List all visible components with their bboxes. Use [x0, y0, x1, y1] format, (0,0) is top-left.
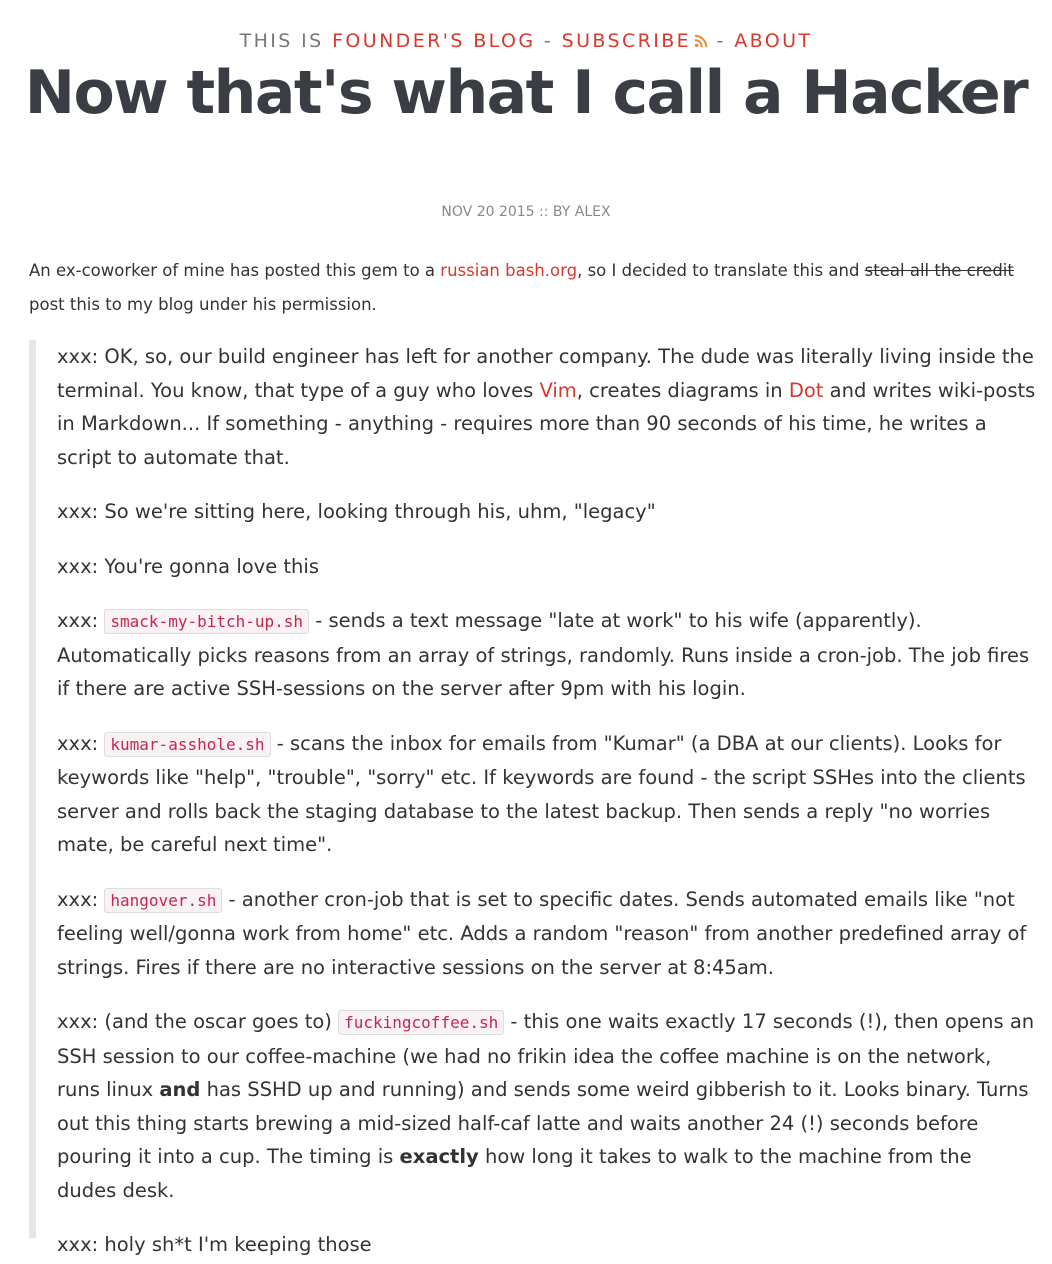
- nav-about-link[interactable]: ABOUT: [734, 30, 813, 52]
- strikethrough-text: steal all the credit: [864, 261, 1014, 280]
- nav-subscribe-label: SUBSCRIBE: [561, 30, 692, 52]
- intro-text: post this to my blog under his permission.: [29, 295, 377, 314]
- quote-text: - sends a text message "late at work" to his wife (apparently). Automatically picks reasons from an array of strings, randomly. Runs inside a cron-job. The job fires if there are active SSH-sessions on the server after 9pm with his login.: [57, 609, 1030, 700]
- dot-link[interactable]: Dot: [788, 378, 824, 402]
- quote-text: xxx:: [57, 609, 105, 632]
- nav-subscribe-link[interactable]: [562, 30, 708, 52]
- post-title: Now that's what I call a Hacker: [24, 58, 1028, 128]
- script-name-code: kumar-asshole.sh: [104, 732, 270, 757]
- top-nav: [0, 30, 1052, 52]
- script-name-code: smack-my-bitch-up.sh: [104, 609, 309, 634]
- vim-link[interactable]: Vim: [539, 378, 577, 402]
- nav-blog-link[interactable]: FOUNDER'S BLOG: [332, 30, 536, 52]
- quote-paragraph: [57, 883, 1037, 985]
- quote-paragraph: xxx: holy sh*t I'm keeping those: [57, 1233, 372, 1256]
- quote-paragraph: [57, 340, 1037, 474]
- quote-text: - another cron-job that is set to specific dates. Sends automated emails like "not feeling well/gonna work from home" etc. Adds a random "reason" from another predefined array of strings. Fires if there are no interactive sessions on the server at 8:45am.: [57, 887, 1027, 979]
- quote-text: and writes wiki-posts in Markdown... If something - anything - requires more than 90 seconds of his time, he writes a script to automate that.: [57, 378, 1036, 469]
- quote-text: - scans the inbox for emails from "Kumar" (a DBA at our clients). Looks for keywords like "help", "trouble", "sorry" etc. If keywords are found - the script SSHes into the clients server and rolls back the staging database to the latest backup. Then sends a reply "no worries mate, be careful next time".: [57, 731, 1026, 856]
- quote-text: has SSHD up and running) and sends some weird gibberish to it. Looks binary. Turns out this thing starts brewing a mid-sized half-caf latte and waits another 24 (!) seconds before pouring it into a cup. The timing is: [57, 1078, 1029, 1168]
- nav-separator: -: [716, 30, 726, 52]
- quote-paragraph: xxx: So we're sitting here, looking through his, uhm, "legacy": [57, 500, 656, 523]
- post-intro: [29, 254, 1029, 322]
- nav-prefix: THIS IS: [239, 30, 324, 52]
- quote-text: xxx:: [57, 887, 105, 911]
- chat-quote: [29, 340, 1037, 1256]
- quote-text: xxx:: [57, 731, 105, 755]
- intro-text: , so I decided to translate this and: [577, 261, 865, 280]
- bash-org-link[interactable]: russian bash.org: [440, 261, 578, 280]
- post-meta: NOV 20 2015 :: BY ALEX: [441, 204, 611, 220]
- bold-text: exactly: [399, 1145, 479, 1168]
- quote-text: - this one waits exactly 17 seconds (!), then opens an SSH session to our coffee-machine (we had no frikin idea the coffee machine is on the network, runs linux: [57, 1010, 1035, 1101]
- quote-paragraph: [57, 1005, 1037, 1207]
- quote-text: xxx: OK, so, our build engineer has left for another company. The dude was literally living inside the terminal. You know, that type of a guy who loves: [57, 345, 1034, 402]
- quote-text: , creates diagrams in: [576, 378, 789, 402]
- nav-separator: -: [543, 30, 554, 52]
- intro-text: An ex-coworker of mine has posted this gem to a: [29, 261, 441, 280]
- quote-text: xxx: (and the oscar goes to): [57, 1010, 339, 1033]
- script-name-code: fuckingcoffee.sh: [338, 1010, 504, 1035]
- rss-icon: [694, 34, 708, 48]
- quote-paragraph: [57, 604, 1037, 706]
- quote-paragraph: [57, 727, 1037, 862]
- bold-text: and: [159, 1078, 201, 1101]
- quote-text: how long it takes to walk to the machine from the dudes desk.: [57, 1145, 972, 1202]
- quote-paragraph: xxx: You're gonna love this: [57, 554, 319, 578]
- script-name-code: hangover.sh: [104, 888, 222, 913]
